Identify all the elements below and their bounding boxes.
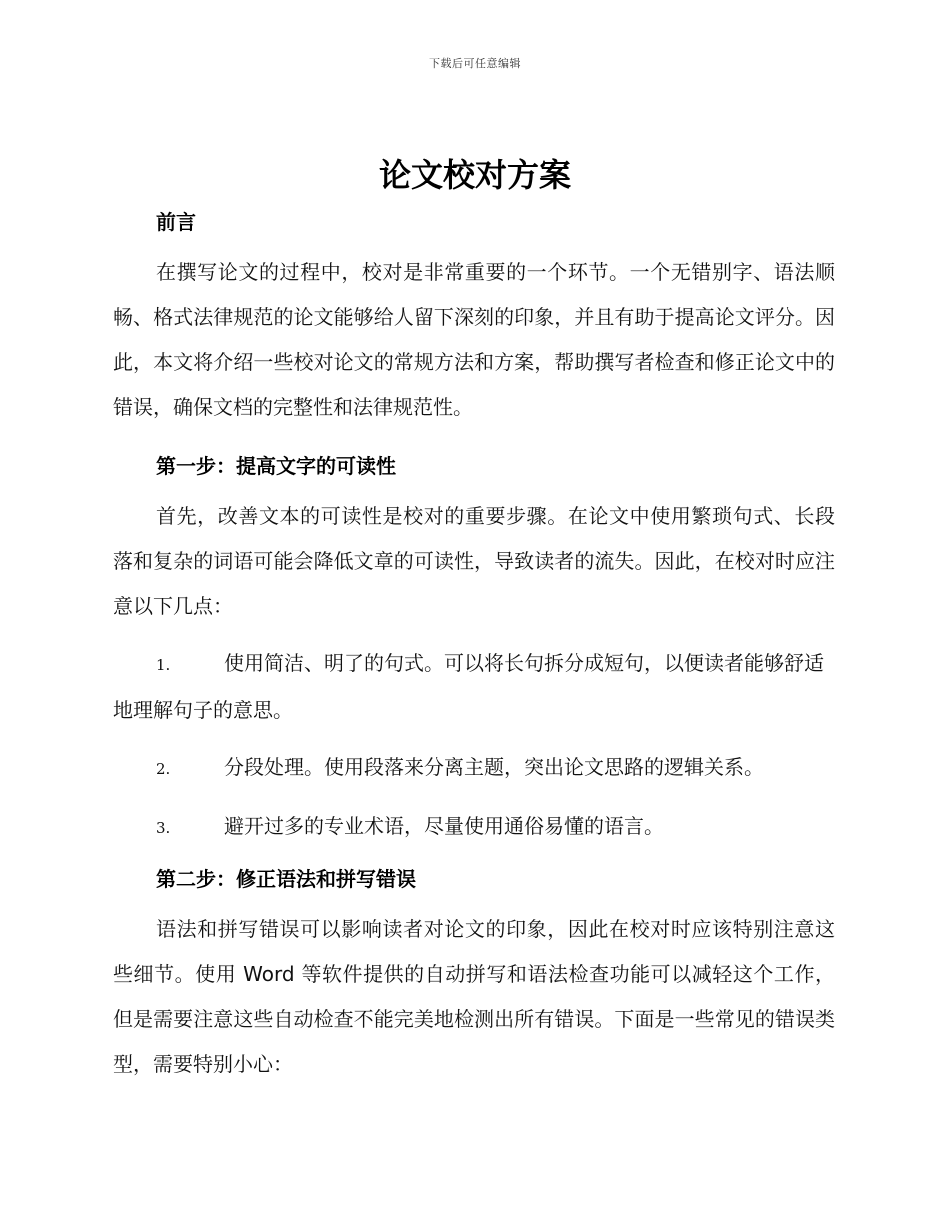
header-note: 下载后可任意编辑 [429, 57, 521, 70]
step1-paragraph: 首先，改善文本的可读性是校对的重要步骤。在论文中使用繁琐句式、长段落和复杂的词语可能会降低文章的可读性，导致读者的流失。因此，在校对时应注意以下几点： [113, 504, 835, 618]
list-item [113, 745, 835, 792]
section-heading-step2: 第二步：修正语法和拼写错误 [156, 867, 416, 891]
document-title: 论文校对方案 [378, 156, 571, 194]
list-item-text: 避开过多的专业术语，尽量使用通俗易懂的语言。 [224, 814, 664, 838]
document-body [113, 206, 835, 1087]
list-item [113, 804, 835, 851]
list-item-text: 分段处理。使用段落来分离主题，突出论文思路的逻辑关系。 [224, 755, 764, 779]
step2-paragraph: 语法和拼写错误可以影响读者对论文的印象，因此在校对时应该特别注意这些细节。使用 Word 等软件提供的自动拼写和语法检查功能可以减轻这个工作，但是需要注意这些自动检查不能完美地检测出所有错误。下面是一些常见的错误类型，需要特别小心： [113, 917, 835, 1076]
list-item [113, 641, 835, 733]
list-item-number: 1. [156, 656, 171, 674]
section-heading-preface: 前言 [156, 210, 196, 234]
list-item-number: 3. [156, 819, 171, 837]
list-item-number: 2. [156, 760, 171, 778]
preface-paragraph: 在撰写论文的过程中，校对是非常重要的一个环节。一个无错别字、语法顺畅、格式法律规范的论文能够给人留下深刻的印象，并且有助于提高论文评分。因此，本文将介绍一些校对论文的常规方法和方案，帮助撰写者检查和修正论文中的错误，确保文档的完整性和法律规范性。 [113, 260, 835, 419]
section-heading-step1: 第一步：提高文字的可读性 [156, 454, 396, 478]
list-item-text: 使用简洁、明了的句式。可以将长句拆分成短句，以便读者能够舒适地理解句子的意思。 [113, 651, 824, 722]
